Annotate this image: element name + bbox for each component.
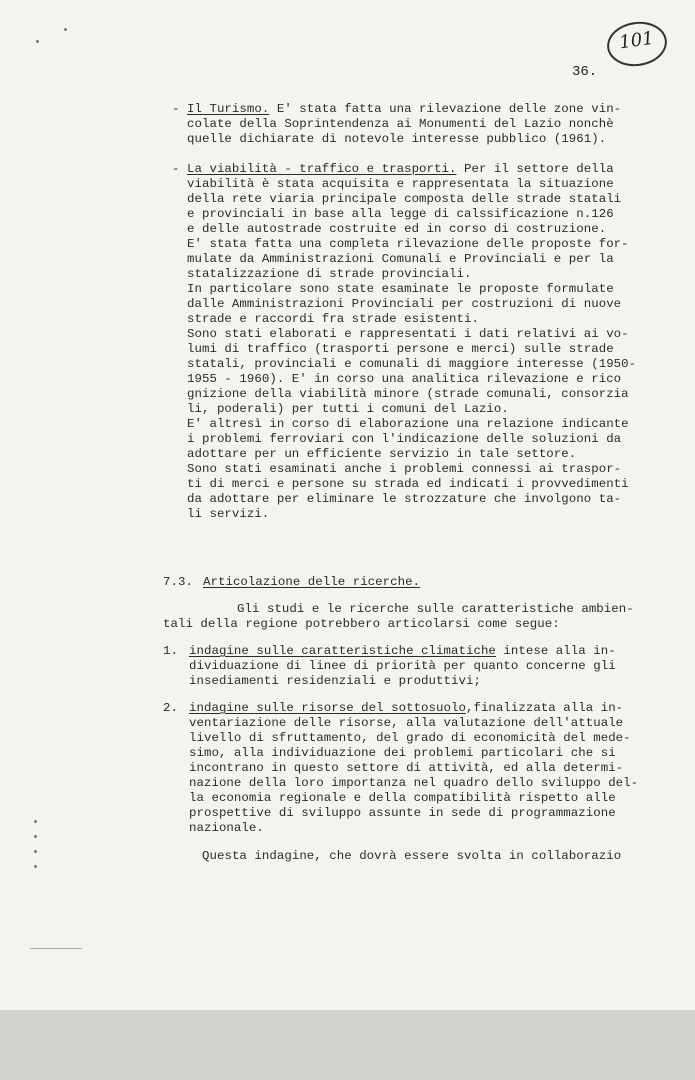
item-2-line: incontrano in questo settore di attività, ed alla determi-: [189, 761, 624, 775]
scan-speck: [34, 865, 37, 868]
viabilita-title: La viabilità - traffico e trasporti.: [187, 162, 457, 176]
item-1-line: dividuazione di linee di priorità per quanto concerne gli: [189, 659, 616, 673]
closing-line: Questa indagine, che dovrà essere svolta in collaborazio: [202, 849, 622, 863]
viabilita-line: statalizzazione di strade provinciali.: [187, 267, 472, 281]
item-2-first-rest: ,finalizzata alla in-: [465, 701, 624, 715]
scan-mark: [30, 948, 82, 949]
viabilita-line: 1955 - 1960). E' in corso una analitica rilevazione e rico: [187, 372, 622, 386]
viabilita-line: Sono stati esaminati anche i problemi connessi ai traspor-: [187, 462, 622, 476]
viabilita-line: e provinciali in base alla legge di calssificazione n.126: [187, 207, 614, 221]
scan-speck: [34, 835, 37, 838]
item-1-first-line: [189, 644, 616, 659]
section-7-3-title: Articolazione delle ricerche.: [203, 575, 421, 589]
viabilita-line: ti di merci e persone su strada ed indicati i provvedimenti: [187, 477, 629, 491]
viabilita-line: adottare per un efficiente servizio in tale settore.: [187, 447, 577, 461]
viabilita-line: Sono stati elaborati e rappresentati i dati relativi ai vo-: [187, 327, 629, 341]
scan-border: [0, 1010, 695, 1080]
turismo-line-0: E' stata fatta una rilevazione delle zone vin-: [269, 102, 622, 116]
item-2-line: la economia regionale e della compatibilità rispetto alle: [189, 791, 616, 805]
viabilita-line: viabilità è stata acquisita e rappresentata la situazione: [187, 177, 614, 191]
scan-speck: [34, 820, 37, 823]
viabilita-line: lumi di traffico (trasporti persone e merci) sulle strade: [187, 342, 614, 356]
viabilita-line: In particolare sono state esaminate le proposte formulate: [187, 282, 614, 296]
scan-speck: [36, 40, 39, 43]
turismo-first-line: [187, 102, 621, 117]
viabilita-bullet: -: [172, 162, 180, 176]
viabilita-line: da adottare per eliminare le strozzature che involgono ta-: [187, 492, 622, 506]
item-2-title: indagine sulle risorse del sottosuolo: [189, 701, 466, 715]
viabilita-first-line: [187, 162, 614, 177]
item-1-line: insediamenti residenziali e produttivi;: [189, 674, 481, 688]
item-2-line: nazione della loro importanza nel quadro dello sviluppo del-: [189, 776, 639, 790]
item-2-line: prospettive di sviluppo assunte in sede di programmazione: [189, 806, 616, 820]
item-1-title: indagine sulle caratteristiche climatiche: [189, 644, 496, 658]
turismo-line-2: quelle dichiarate di notevole interesse pubblico (1961).: [187, 132, 607, 146]
viabilita-line: i problemi ferroviari con l'indicazione delle soluzioni da: [187, 432, 622, 446]
viabilita-line: strade e raccordi fra strade esistenti.: [187, 312, 479, 326]
scan-speck: [64, 28, 67, 31]
viabilita-line: mulate da Amministrazioni Comunali e Provinciali e per la: [187, 252, 614, 266]
viabilita-line: E' stata fatta una completa rilevazione delle proposte for-: [187, 237, 629, 251]
viabilita-line: li, poderali) per tutti i comuni del Lazio.: [187, 402, 509, 416]
turismo-title: Il Turismo.: [187, 102, 270, 116]
turismo-bullet: -: [172, 102, 180, 116]
viabilita-line: E' altresì in corso di elaborazione una relazione indicante: [187, 417, 629, 431]
viabilita-line: statali, provinciali e comunali di maggiore interesse (1950-: [187, 357, 637, 371]
item-2-line: ventariazione delle risorse, alla valutazione dell'attuale: [189, 716, 624, 730]
section-7-3-intro-0: Gli studi e le ricerche sulle caratteristiche ambien-: [237, 602, 634, 616]
viabilita-line: li servizi.: [187, 507, 270, 521]
section-7-3-number: 7.3.: [163, 575, 193, 589]
page-number: 36.: [572, 64, 598, 80]
item-2-first-line: [189, 701, 623, 716]
item-1-number: 1.: [163, 644, 178, 658]
item-2-line: nazionale.: [189, 821, 264, 835]
item-2-line: livello di sfruttamento, del grado di economicità del mede-: [189, 731, 631, 745]
viabilita-line: e delle autostrade costruite ed in corso di costruzione.: [187, 222, 607, 236]
item-2-line: simo, alla individuazione dei problemi particolari che si: [189, 746, 616, 760]
viabilita-line: dalle Amministrazioni Provinciali per costruzioni di nuove: [187, 297, 622, 311]
scan-speck: [34, 850, 37, 853]
turismo-line-1: colate della Soprintendenza ai Monumenti del Lazio nonchè: [187, 117, 614, 131]
item-2-number: 2.: [163, 701, 178, 715]
stamp-number: 101: [618, 27, 655, 54]
item-1-first-rest: intese alla in-: [495, 644, 616, 658]
viabilita-first-rest: Per il settore della: [456, 162, 614, 176]
viabilita-line: della rete viaria principale composta delle strade statali: [187, 192, 622, 206]
viabilita-line: gnizione della viabilità minore (strade comunali, consorzia: [187, 387, 629, 401]
page-stamp: [604, 18, 670, 70]
section-7-3-intro-1: tali della regione potrebbero articolarsi come segue:: [163, 617, 560, 631]
